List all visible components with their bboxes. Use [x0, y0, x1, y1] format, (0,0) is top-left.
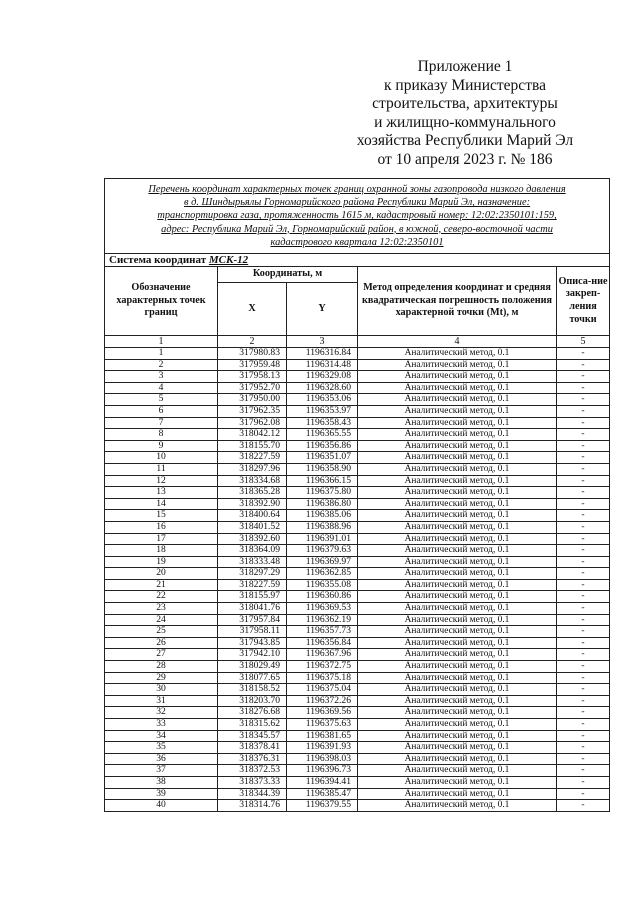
table-body	[105, 348, 610, 812]
table-row	[105, 533, 610, 545]
description-cell: -	[557, 591, 610, 603]
method-cell: Аналитический метод, 0.1	[358, 579, 557, 591]
header-y: Y	[287, 283, 358, 336]
appendix-heading	[345, 58, 585, 170]
table-row	[105, 405, 610, 417]
coordinate-system-label: Система координат	[109, 254, 207, 266]
table-row	[105, 487, 610, 499]
x-coordinate-cell: 317980.83	[218, 348, 287, 360]
description-cell: -	[557, 371, 610, 383]
description-cell: -	[557, 556, 610, 568]
column-number: 4	[358, 336, 557, 348]
point-number-cell: 24	[105, 614, 218, 626]
appendix-line: строительства, архитектуры	[372, 95, 558, 113]
point-number-cell: 31	[105, 695, 218, 707]
point-number-cell: 21	[105, 579, 218, 591]
table-row	[105, 348, 610, 360]
table-row	[105, 649, 610, 661]
method-cell: Аналитический метод, 0.1	[358, 753, 557, 765]
description-cell: -	[557, 405, 610, 417]
point-number-cell: 17	[105, 533, 218, 545]
table-row	[105, 498, 610, 510]
caption-line: кадастрового квартала 12:02:2350101	[270, 236, 444, 248]
header-point: Обозначение характерных точек границ	[105, 267, 218, 336]
method-cell: Аналитический метод, 0.1	[358, 707, 557, 719]
table-row	[105, 359, 610, 371]
coordinate-system-value: МСК-12	[208, 254, 249, 266]
method-cell: Аналитический метод, 0.1	[358, 429, 557, 441]
description-cell: -	[557, 475, 610, 487]
x-coordinate-cell: 318372.53	[218, 765, 287, 777]
table-row	[105, 753, 610, 765]
table-row	[105, 440, 610, 452]
point-number-cell: 32	[105, 707, 218, 719]
point-number-cell: 26	[105, 637, 218, 649]
y-coordinate-cell: 1196360.86	[287, 591, 358, 603]
table-row	[105, 742, 610, 754]
method-cell: Аналитический метод, 0.1	[358, 800, 557, 812]
method-cell: Аналитический метод, 0.1	[358, 730, 557, 742]
method-cell: Аналитический метод, 0.1	[358, 475, 557, 487]
coordinates-table	[104, 178, 610, 812]
y-coordinate-cell: 1196372.75	[287, 661, 358, 673]
caption-line: адрес: Республика Марий Эл, Горномарийский район, в южной, северо-восточной части	[161, 223, 553, 235]
description-cell: -	[557, 661, 610, 673]
method-cell: Аналитический метод, 0.1	[358, 463, 557, 475]
x-coordinate-cell: 318333.48	[218, 556, 287, 568]
description-cell: -	[557, 568, 610, 580]
description-cell: -	[557, 348, 610, 360]
y-coordinate-cell: 1196365.55	[287, 429, 358, 441]
x-coordinate-cell: 318400.64	[218, 510, 287, 522]
x-coordinate-cell: 318365.28	[218, 487, 287, 499]
table-row	[105, 626, 610, 638]
y-coordinate-cell: 1196394.41	[287, 776, 358, 788]
method-cell: Аналитический метод, 0.1	[358, 405, 557, 417]
method-cell: Аналитический метод, 0.1	[358, 498, 557, 510]
y-coordinate-cell: 1196388.96	[287, 521, 358, 533]
x-coordinate-cell: 318297.29	[218, 568, 287, 580]
x-coordinate-cell: 318227.59	[218, 579, 287, 591]
point-number-cell: 16	[105, 521, 218, 533]
caption-line: транспортировка газа, протяженность 1615 м, кадастровый номер: 12:02:2350101:159,	[157, 210, 557, 222]
table-row	[105, 661, 610, 673]
y-coordinate-cell: 1196366.15	[287, 475, 358, 487]
method-cell: Аналитический метод, 0.1	[358, 371, 557, 383]
y-coordinate-cell: 1196353.06	[287, 394, 358, 406]
description-cell: -	[557, 649, 610, 661]
point-number-cell: 20	[105, 568, 218, 580]
x-coordinate-cell: 318315.62	[218, 719, 287, 731]
table-row	[105, 614, 610, 626]
table-row	[105, 417, 610, 429]
method-cell: Аналитический метод, 0.1	[358, 591, 557, 603]
method-cell: Аналитический метод, 0.1	[358, 568, 557, 580]
method-cell: Аналитический метод, 0.1	[358, 533, 557, 545]
y-coordinate-cell: 1196329.08	[287, 371, 358, 383]
description-cell: -	[557, 498, 610, 510]
y-coordinate-cell: 1196367.96	[287, 649, 358, 661]
description-cell: -	[557, 788, 610, 800]
header-x: X	[218, 283, 287, 336]
caption-line: в д. Шиндырьялы Горномарийского района Республики Марий Эл, назначение:	[183, 197, 531, 209]
description-cell: -	[557, 730, 610, 742]
x-coordinate-cell: 318334.68	[218, 475, 287, 487]
x-coordinate-cell: 317962.35	[218, 405, 287, 417]
table-row	[105, 545, 610, 557]
table-row	[105, 568, 610, 580]
method-cell: Аналитический метод, 0.1	[358, 765, 557, 777]
y-coordinate-cell: 1196391.93	[287, 742, 358, 754]
description-cell: -	[557, 463, 610, 475]
table-row	[105, 371, 610, 383]
table-row	[105, 463, 610, 475]
method-cell: Аналитический метод, 0.1	[358, 695, 557, 707]
x-coordinate-cell: 318203.70	[218, 695, 287, 707]
column-number: 1	[105, 336, 218, 348]
point-number-cell: 28	[105, 661, 218, 673]
x-coordinate-cell: 318029.49	[218, 661, 287, 673]
table-row	[105, 788, 610, 800]
x-coordinate-cell: 317958.13	[218, 371, 287, 383]
x-coordinate-cell: 317950.00	[218, 394, 287, 406]
y-coordinate-cell: 1196372.26	[287, 695, 358, 707]
appendix-line: к приказу Министерства	[384, 76, 546, 94]
y-coordinate-cell: 1196358.90	[287, 463, 358, 475]
point-number-cell: 25	[105, 626, 218, 638]
coordinate-system-row	[105, 254, 610, 267]
point-number-cell: 9	[105, 440, 218, 452]
y-coordinate-cell: 1196362.19	[287, 614, 358, 626]
method-cell: Аналитический метод, 0.1	[358, 487, 557, 499]
point-number-cell: 15	[105, 510, 218, 522]
y-coordinate-cell: 1196362.85	[287, 568, 358, 580]
x-coordinate-cell: 318392.90	[218, 498, 287, 510]
y-coordinate-cell: 1196379.63	[287, 545, 358, 557]
table-row	[105, 800, 610, 812]
method-cell: Аналитический метод, 0.1	[358, 359, 557, 371]
y-coordinate-cell: 1196369.53	[287, 603, 358, 615]
table-row	[105, 382, 610, 394]
point-number-cell: 10	[105, 452, 218, 464]
description-cell: -	[557, 626, 610, 638]
description-cell: -	[557, 695, 610, 707]
y-coordinate-cell: 1196316.84	[287, 348, 358, 360]
column-number: 2	[218, 336, 287, 348]
method-cell: Аналитический метод, 0.1	[358, 382, 557, 394]
appendix-line: от 10 апреля 2023 г. № 186	[377, 150, 553, 168]
description-cell: -	[557, 719, 610, 731]
x-coordinate-cell: 318344.39	[218, 788, 287, 800]
point-number-cell: 37	[105, 765, 218, 777]
point-number-cell: 33	[105, 719, 218, 731]
description-cell: -	[557, 742, 610, 754]
table-row	[105, 521, 610, 533]
x-coordinate-cell: 318227.59	[218, 452, 287, 464]
point-number-cell: 40	[105, 800, 218, 812]
x-coordinate-cell: 318378.41	[218, 742, 287, 754]
description-cell: -	[557, 684, 610, 696]
appendix-line: Приложение 1	[417, 58, 513, 75]
point-number-cell: 29	[105, 672, 218, 684]
x-coordinate-cell: 318276.68	[218, 707, 287, 719]
y-coordinate-cell: 1196369.97	[287, 556, 358, 568]
point-number-cell: 30	[105, 684, 218, 696]
point-number-cell: 22	[105, 591, 218, 603]
description-cell: -	[557, 440, 610, 452]
method-cell: Аналитический метод, 0.1	[358, 556, 557, 568]
x-coordinate-cell: 318077.65	[218, 672, 287, 684]
y-coordinate-cell: 1196358.43	[287, 417, 358, 429]
description-cell: -	[557, 800, 610, 812]
description-cell: -	[557, 545, 610, 557]
method-cell: Аналитический метод, 0.1	[358, 521, 557, 533]
point-number-cell: 23	[105, 603, 218, 615]
y-coordinate-cell: 1196328.60	[287, 382, 358, 394]
method-cell: Аналитический метод, 0.1	[358, 719, 557, 731]
x-coordinate-cell: 318401.52	[218, 521, 287, 533]
point-number-cell: 38	[105, 776, 218, 788]
table-row	[105, 719, 610, 731]
table-row	[105, 684, 610, 696]
description-cell: -	[557, 533, 610, 545]
description-cell: -	[557, 637, 610, 649]
method-cell: Аналитический метод, 0.1	[358, 776, 557, 788]
table-row	[105, 579, 610, 591]
table-row	[105, 637, 610, 649]
table-row	[105, 707, 610, 719]
x-coordinate-cell: 317957.84	[218, 614, 287, 626]
y-coordinate-cell: 1196375.18	[287, 672, 358, 684]
table-row	[105, 603, 610, 615]
table-row	[105, 730, 610, 742]
appendix-line: и жилищно-коммунального	[374, 113, 556, 131]
header-coordinates: Координаты, м	[218, 267, 358, 283]
x-coordinate-cell: 318042.12	[218, 429, 287, 441]
method-cell: Аналитический метод, 0.1	[358, 637, 557, 649]
point-number-cell: 4	[105, 382, 218, 394]
x-coordinate-cell: 318345.57	[218, 730, 287, 742]
method-cell: Аналитический метод, 0.1	[358, 394, 557, 406]
method-cell: Аналитический метод, 0.1	[358, 672, 557, 684]
column-number: 5	[557, 336, 610, 348]
method-cell: Аналитический метод, 0.1	[358, 348, 557, 360]
x-coordinate-cell: 318364.09	[218, 545, 287, 557]
x-coordinate-cell: 317943.85	[218, 637, 287, 649]
point-number-cell: 14	[105, 498, 218, 510]
table-row	[105, 510, 610, 522]
y-coordinate-cell: 1196369.56	[287, 707, 358, 719]
point-number-cell: 27	[105, 649, 218, 661]
table-row	[105, 591, 610, 603]
header-description: Описа-ние закреп-ления точки	[557, 267, 610, 336]
description-cell: -	[557, 394, 610, 406]
point-number-cell: 39	[105, 788, 218, 800]
y-coordinate-cell: 1196385.47	[287, 788, 358, 800]
method-cell: Аналитический метод, 0.1	[358, 661, 557, 673]
y-coordinate-cell: 1196381.65	[287, 730, 358, 742]
description-cell: -	[557, 753, 610, 765]
method-cell: Аналитический метод, 0.1	[358, 614, 557, 626]
table-row	[105, 765, 610, 777]
table-row	[105, 394, 610, 406]
description-cell: -	[557, 429, 610, 441]
y-coordinate-cell: 1196314.48	[287, 359, 358, 371]
x-coordinate-cell: 318155.97	[218, 591, 287, 603]
table-caption	[105, 179, 610, 254]
description-cell: -	[557, 359, 610, 371]
y-coordinate-cell: 1196357.73	[287, 626, 358, 638]
description-cell: -	[557, 776, 610, 788]
point-number-cell: 19	[105, 556, 218, 568]
caption-line: Перечень координат характерных точек границ охранной зоны газопровода низкого давления	[148, 183, 566, 195]
method-cell: Аналитический метод, 0.1	[358, 417, 557, 429]
y-coordinate-cell: 1196386.80	[287, 498, 358, 510]
y-coordinate-cell: 1196396.73	[287, 765, 358, 777]
column-number-row	[105, 336, 610, 348]
method-cell: Аналитический метод, 0.1	[358, 742, 557, 754]
table-row	[105, 429, 610, 441]
point-number-cell: 2	[105, 359, 218, 371]
point-number-cell: 7	[105, 417, 218, 429]
x-coordinate-cell: 317962.08	[218, 417, 287, 429]
point-number-cell: 35	[105, 742, 218, 754]
x-coordinate-cell: 318158.52	[218, 684, 287, 696]
point-number-cell: 36	[105, 753, 218, 765]
x-coordinate-cell: 318373.33	[218, 776, 287, 788]
column-number: 3	[287, 336, 358, 348]
table-row	[105, 556, 610, 568]
y-coordinate-cell: 1196353.97	[287, 405, 358, 417]
x-coordinate-cell: 318041.76	[218, 603, 287, 615]
y-coordinate-cell: 1196356.86	[287, 440, 358, 452]
method-cell: Аналитический метод, 0.1	[358, 452, 557, 464]
point-number-cell: 11	[105, 463, 218, 475]
x-coordinate-cell: 317942.10	[218, 649, 287, 661]
table-row	[105, 695, 610, 707]
appendix-line: хозяйства Республики Марий Эл	[356, 132, 574, 150]
description-cell: -	[557, 382, 610, 394]
y-coordinate-cell: 1196375.04	[287, 684, 358, 696]
description-cell: -	[557, 452, 610, 464]
description-cell: -	[557, 487, 610, 499]
y-coordinate-cell: 1196356.84	[287, 637, 358, 649]
method-cell: Аналитический метод, 0.1	[358, 788, 557, 800]
description-cell: -	[557, 510, 610, 522]
x-coordinate-cell: 318376.31	[218, 753, 287, 765]
y-coordinate-cell: 1196355.08	[287, 579, 358, 591]
x-coordinate-cell: 317952.70	[218, 382, 287, 394]
y-coordinate-cell: 1196398.03	[287, 753, 358, 765]
x-coordinate-cell: 318392.60	[218, 533, 287, 545]
method-cell: Аналитический метод, 0.1	[358, 510, 557, 522]
table-row	[105, 475, 610, 487]
y-coordinate-cell: 1196391.01	[287, 533, 358, 545]
y-coordinate-cell: 1196351.07	[287, 452, 358, 464]
x-coordinate-cell: 318297.96	[218, 463, 287, 475]
y-coordinate-cell: 1196375.80	[287, 487, 358, 499]
table-row	[105, 672, 610, 684]
point-number-cell: 3	[105, 371, 218, 383]
description-cell: -	[557, 765, 610, 777]
x-coordinate-cell: 317958.11	[218, 626, 287, 638]
table-row	[105, 776, 610, 788]
description-cell: -	[557, 603, 610, 615]
method-cell: Аналитический метод, 0.1	[358, 684, 557, 696]
point-number-cell: 6	[105, 405, 218, 417]
description-cell: -	[557, 707, 610, 719]
point-number-cell: 1	[105, 348, 218, 360]
point-number-cell: 34	[105, 730, 218, 742]
y-coordinate-cell: 1196385.06	[287, 510, 358, 522]
description-cell: -	[557, 579, 610, 591]
x-coordinate-cell: 317959.48	[218, 359, 287, 371]
point-number-cell: 13	[105, 487, 218, 499]
point-number-cell: 12	[105, 475, 218, 487]
method-cell: Аналитический метод, 0.1	[358, 603, 557, 615]
description-cell: -	[557, 521, 610, 533]
point-number-cell: 18	[105, 545, 218, 557]
y-coordinate-cell: 1196379.55	[287, 800, 358, 812]
description-cell: -	[557, 614, 610, 626]
method-cell: Аналитический метод, 0.1	[358, 440, 557, 452]
x-coordinate-cell: 318155.70	[218, 440, 287, 452]
header-method: Метод определения координат и средняя квадратическая погрешность положения характерной точки (Mt), м	[358, 267, 557, 336]
description-cell: -	[557, 417, 610, 429]
method-cell: Аналитический метод, 0.1	[358, 626, 557, 638]
point-number-cell: 5	[105, 394, 218, 406]
method-cell: Аналитический метод, 0.1	[358, 649, 557, 661]
description-cell: -	[557, 672, 610, 684]
method-cell: Аналитический метод, 0.1	[358, 545, 557, 557]
x-coordinate-cell: 318314.76	[218, 800, 287, 812]
table-row	[105, 452, 610, 464]
y-coordinate-cell: 1196375.63	[287, 719, 358, 731]
point-number-cell: 8	[105, 429, 218, 441]
